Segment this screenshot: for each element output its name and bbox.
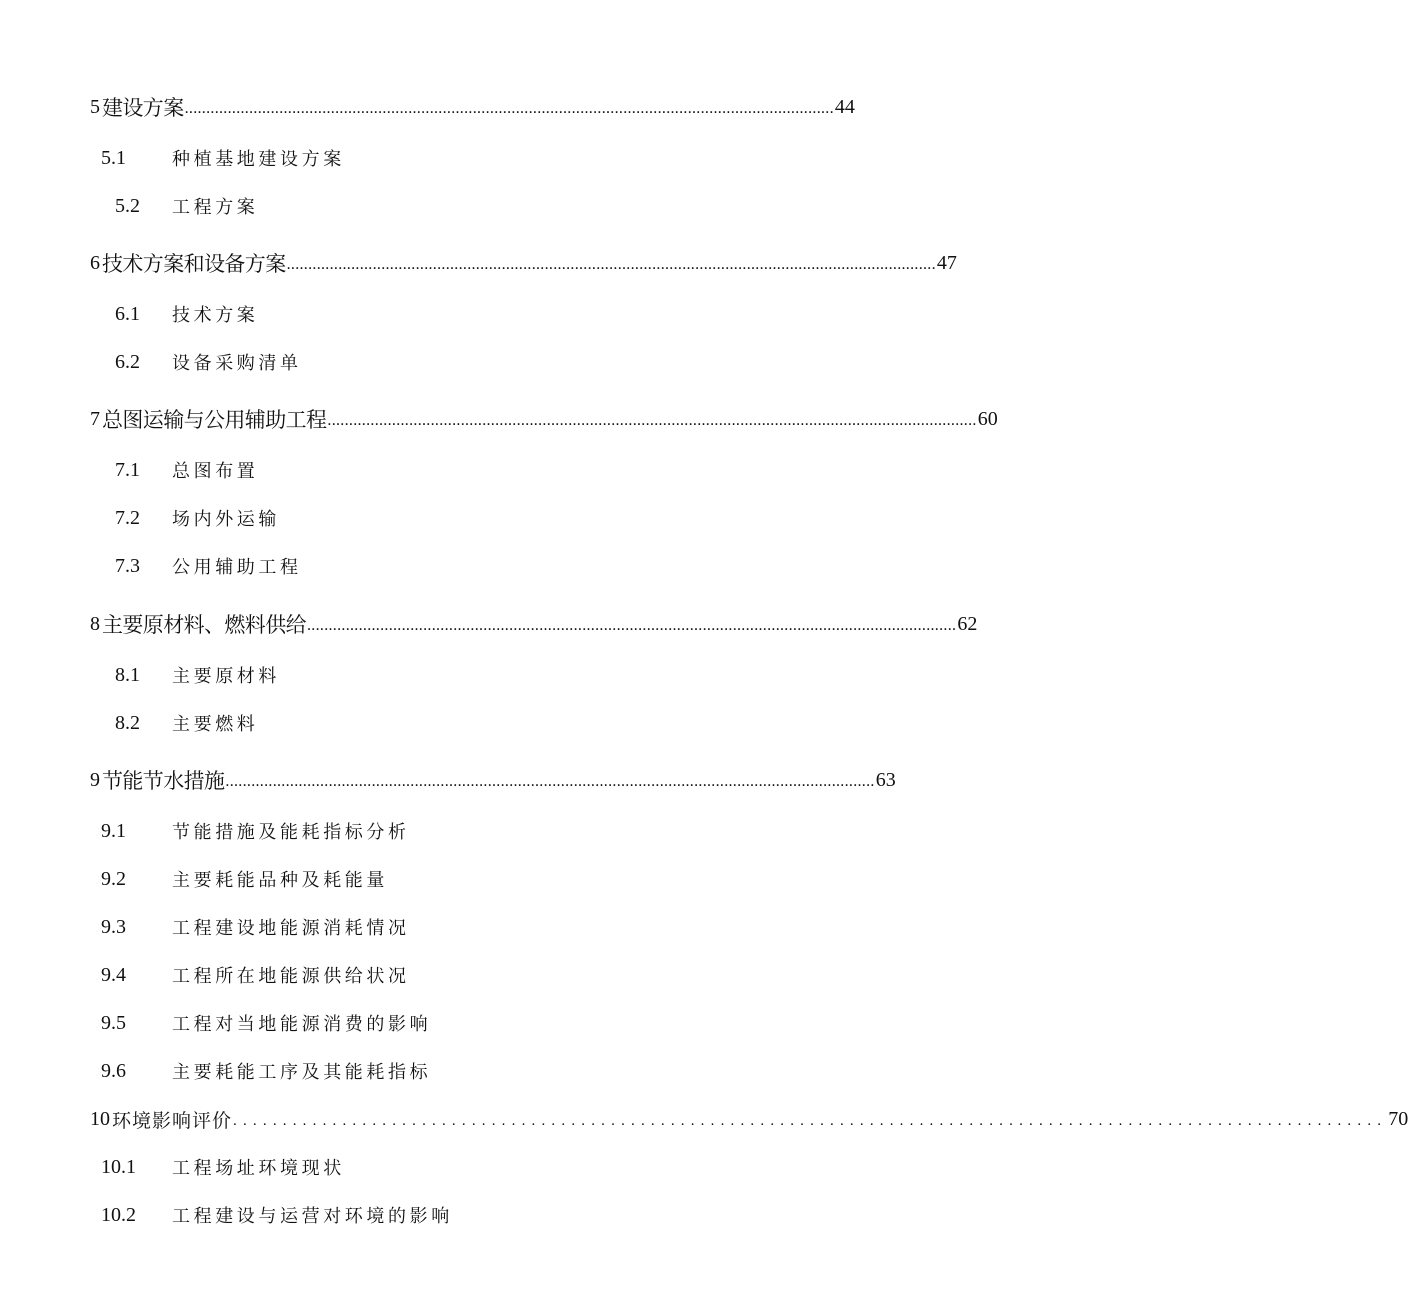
- section-title: 设备采购清单: [172, 353, 302, 374]
- section-title: 主要原材料: [172, 666, 280, 687]
- toc-section-8-2[interactable]: [90, 705, 258, 741]
- toc-section-8-1[interactable]: [90, 657, 280, 693]
- toc-section-9-1[interactable]: [90, 813, 410, 849]
- chapter-title: 总图运输与公用辅助工程: [102, 408, 327, 432]
- section-title: 工程场址环境现状: [172, 1158, 345, 1179]
- chapter-number: 5: [90, 95, 100, 118]
- section-number: 9.2: [101, 867, 126, 890]
- toc-section-9-3[interactable]: [90, 909, 410, 945]
- section-title: 工程建设地能源消耗情况: [172, 918, 410, 939]
- toc-chapter-8[interactable]: [90, 606, 978, 642]
- toc-section-7-1[interactable]: [90, 452, 258, 488]
- page-number: 63: [875, 768, 896, 791]
- toc-section-9-6[interactable]: [90, 1053, 431, 1089]
- toc-chapter-5[interactable]: [90, 89, 855, 125]
- chapter-title: 主要原材料、燃料供给: [102, 613, 306, 637]
- chapter-title: 节能节水措施: [102, 769, 225, 793]
- section-number: 8.2: [115, 711, 140, 734]
- page-number: 60: [977, 407, 998, 430]
- section-number: 9.1: [101, 819, 126, 842]
- section-title: 公用辅助工程: [172, 557, 302, 578]
- toc-section-10-1[interactable]: [90, 1149, 345, 1185]
- chapter-number: 9: [90, 768, 100, 791]
- section-title: 节能措施及能耗指标分析: [172, 822, 410, 843]
- chapter-title: 建设方案: [102, 96, 184, 120]
- toc-section-9-4[interactable]: [90, 957, 410, 993]
- toc-section-9-2[interactable]: [90, 861, 388, 897]
- section-title: 技术方案: [172, 305, 259, 326]
- toc-section-7-2[interactable]: [90, 500, 280, 536]
- section-number: 10.2: [101, 1203, 136, 1226]
- section-title: 主要耗能工序及其能耗指标: [172, 1062, 432, 1083]
- toc-section-7-3[interactable]: [90, 548, 302, 584]
- dot-leader: .......................................................................................................................................................: [225, 773, 875, 790]
- chapter-number: 10: [90, 1107, 110, 1130]
- section-number: 8.1: [115, 663, 140, 686]
- section-number: 9.5: [101, 1011, 126, 1034]
- toc-section-6-2[interactable]: [90, 344, 302, 380]
- section-title: 主要耗能品种及耗能量: [172, 870, 388, 891]
- chapter-title: 技术方案和设备方案: [102, 252, 286, 276]
- section-number: 5.1: [101, 146, 126, 169]
- section-number: 5.2: [115, 194, 140, 217]
- section-number: 7.2: [115, 506, 140, 529]
- chapter-number: 8: [90, 612, 100, 635]
- toc-section-6-1[interactable]: [90, 296, 258, 332]
- toc-section-5-1[interactable]: [90, 140, 345, 176]
- section-title: 工程建设与运营对环境的影响: [172, 1206, 453, 1227]
- dot-leader: .......................................................................................................................................................: [307, 617, 957, 634]
- section-number: 7.3: [115, 554, 140, 577]
- section-title: 工程对当地能源消费的影响: [172, 1014, 432, 1035]
- section-number: 6.2: [115, 350, 140, 373]
- section-number: 10.1: [101, 1155, 136, 1178]
- page-number: 44: [834, 95, 855, 118]
- page-number: 62: [957, 612, 978, 635]
- toc-chapter-7[interactable]: [90, 401, 998, 437]
- section-number: 9.3: [101, 915, 126, 938]
- chapter-number: 7: [90, 407, 100, 430]
- toc-section-10-2[interactable]: [90, 1197, 453, 1233]
- toc-section-9-5[interactable]: [90, 1005, 431, 1041]
- dot-leader: .......................................................................................................................................................: [184, 100, 834, 117]
- dot-leader: .......................................................................................................................................................: [327, 412, 977, 429]
- chapter-number: 6: [90, 251, 100, 274]
- section-title: 场内外运输: [172, 509, 280, 530]
- section-number: 9.4: [101, 963, 126, 986]
- toc-chapter-6[interactable]: [90, 245, 957, 281]
- section-title: 工程方案: [172, 197, 259, 218]
- dot-leader: .......................................................................................................................................................: [286, 256, 936, 273]
- section-title: 工程所在地能源供给状况: [172, 966, 410, 987]
- section-title: 种植基地建设方案: [172, 149, 345, 170]
- section-number: 6.1: [115, 302, 140, 325]
- toc-chapter-10[interactable]: [90, 1101, 1408, 1137]
- toc-chapter-9[interactable]: [90, 762, 896, 798]
- dot-leader: ....................................................................................................................: [233, 1112, 1388, 1129]
- section-number: 7.1: [115, 458, 140, 481]
- chapter-title: 环境影响评价: [112, 1109, 233, 1132]
- page-number: 47: [936, 251, 957, 274]
- section-title: 总图布置: [172, 461, 259, 482]
- section-number: 9.6: [101, 1059, 126, 1082]
- section-title: 主要燃料: [172, 714, 259, 735]
- toc-section-5-2[interactable]: [90, 188, 258, 224]
- page-number: 70: [1388, 1107, 1408, 1130]
